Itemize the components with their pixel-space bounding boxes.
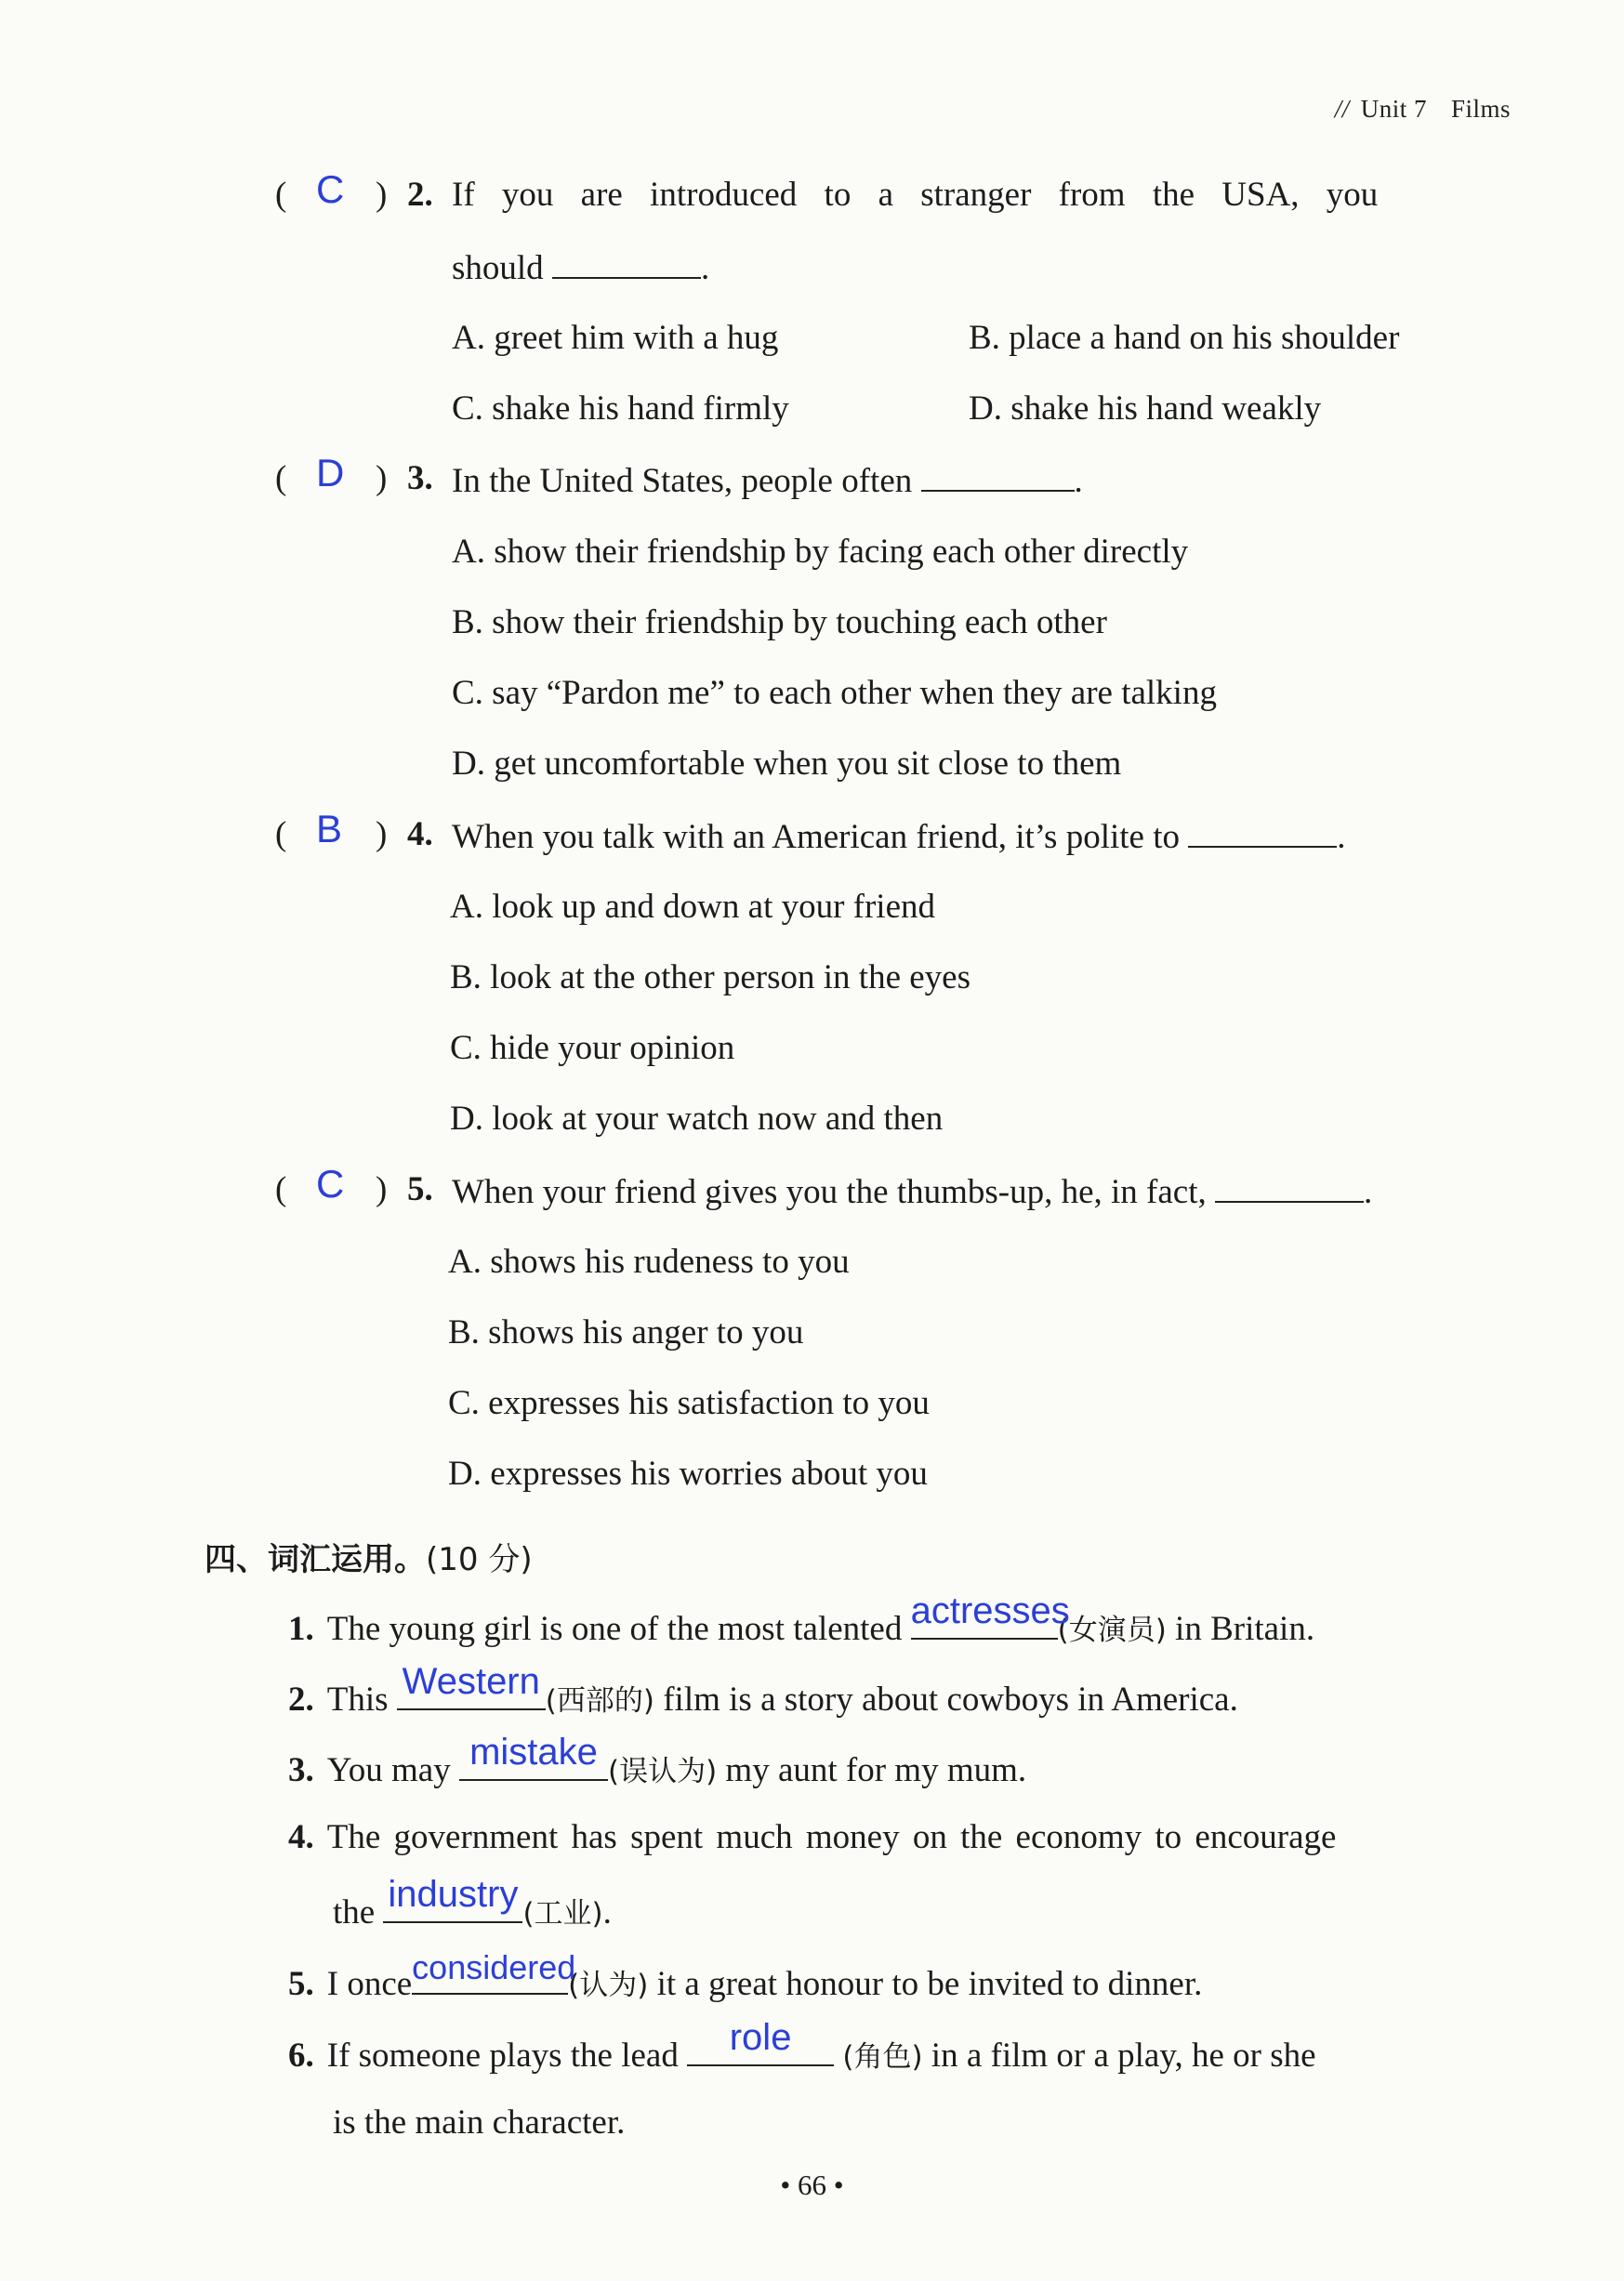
question-stem-line2: should . <box>452 249 710 287</box>
chinese-hint: (认为) <box>568 1969 649 2002</box>
answer-blank <box>921 460 1075 492</box>
answer-blank <box>1215 1171 1364 1203</box>
page-number: • 66 • <box>780 2169 844 2201</box>
option-d: D. look at your watch now and then <box>450 1100 944 1138</box>
vocab-item-5: 5. I once considered (认为) it a great honour to be invited to dinner. <box>288 1948 1203 2003</box>
filled-answer: actresses <box>910 1590 1070 1631</box>
filled-answer: mistake <box>469 1732 598 1773</box>
section-title: 四、词汇运用。(10 分) <box>205 1541 533 1578</box>
chinese-hint: (角色) <box>842 2040 923 2074</box>
answer-blank <box>1188 816 1337 848</box>
fill-blank <box>397 1661 546 1710</box>
filled-answer: considered <box>412 1948 576 1986</box>
vocab-item-1: 1. The young girl is one of the most talented actresses (女演员) in Britain. <box>288 1590 1315 1648</box>
chinese-hint: (误认为) <box>607 1755 718 1788</box>
filled-answer: Western <box>402 1661 540 1702</box>
fill-blank <box>459 1732 608 1781</box>
question-stem: In the United States, people often . <box>452 462 1083 500</box>
section-points: (10 分) <box>426 1541 533 1578</box>
option-c: C. hide your opinion <box>450 1029 735 1067</box>
question-number: 4. <box>407 815 433 853</box>
answer-letter: C <box>316 1162 345 1206</box>
question-number: 3. <box>407 459 433 497</box>
filled-answer: industry <box>388 1874 519 1915</box>
vocab-item-2: 2. This Western (西部的) film is a story about cowboys in America. <box>288 1661 1238 1719</box>
option-c: C. shake his hand firmly <box>452 389 789 428</box>
answer-letter: D <box>316 451 345 494</box>
vocab-item-3: 3. You may mistake (误认为) my aunt for my mum. <box>288 1732 1027 1789</box>
fill-blank <box>412 1948 576 1995</box>
question-number: 2. <box>407 176 433 214</box>
option-a: A. look up and down at your friend <box>450 888 936 926</box>
answer-blank <box>552 247 701 279</box>
option-b: B. shows his anger to you <box>448 1313 804 1351</box>
option-d: D. expresses his worries about you <box>448 1455 928 1493</box>
vocab-item-6: 6. If someone plays the lead role (角色) in a film or a play, he or she <box>288 2017 1316 2075</box>
option-a: A. show their friendship by facing each other directly <box>452 533 1189 571</box>
header-title: Films <box>1450 95 1511 123</box>
running-header <box>1335 95 1511 124</box>
option-b: B. place a hand on his shoulder <box>969 319 1400 357</box>
question-stem: When your friend gives you the thumbs-up, he, in fact, . <box>452 1173 1373 1211</box>
option-d: D. shake his hand weakly <box>969 389 1322 428</box>
fill-blank <box>687 2017 834 2066</box>
option-b: B. show their friendship by touching each other <box>452 603 1107 641</box>
fill-blank <box>383 1874 522 1923</box>
fill-blank <box>910 1590 1070 1640</box>
chinese-hint: (工业) <box>522 1897 603 1931</box>
answer-letter: B <box>316 807 343 850</box>
question-number: 5. <box>407 1170 433 1208</box>
option-c: C. expresses his satisfaction to you <box>448 1384 930 1422</box>
chinese-hint: (西部的) <box>545 1684 654 1718</box>
header-separator: // <box>1334 95 1350 123</box>
option-d: D. get uncomfortable when you sit close to them <box>452 745 1122 783</box>
vocab-item-6-line2: is the main character. <box>333 2103 626 2142</box>
filled-answer: role <box>729 2017 792 2058</box>
vocab-item-4-line2: the industry (工业). <box>333 1874 612 1932</box>
question-stem: When you talk with an American friend, it’s polite to . <box>452 818 1346 856</box>
option-a: A. greet him with a hug <box>452 319 779 357</box>
header-unit: Unit 7 <box>1360 95 1427 123</box>
answer-letter: C <box>316 167 345 211</box>
chinese-hint: (女演员) <box>1057 1614 1167 1647</box>
option-b: B. look at the other person in the eyes <box>450 958 971 996</box>
option-a: A. shows his rudeness to you <box>448 1243 850 1281</box>
question-stem: If you are introduced to a stranger from the USA, you <box>452 176 1379 214</box>
option-c: C. say “Pardon me” to each other when they are talking <box>452 674 1217 712</box>
vocab-item-4: 4. The government has spent much money on the economy to encourage <box>288 1818 1337 1856</box>
worksheet-page: // Unit 7 Films ( C ) 2. If you are introduced to a stranger from the USA, you should . A. greet him with a hug B. place a hand on his shoulder C. shake his hand firmly D. shake his hand weakly ( D ) 3. In the United States, people often . A. show their friendship by facing each other directly B. show their friendship by touching each other C. say “Pardon me” to each other when they are talking D. get uncomfortable when you sit close to them ( B ) 4. When you talk with an American friend, it’s polite to . A. look up and down at your friend B. look at the other person in the eyes C. hide your opinion D. look at your watch now and then ( C ) 5. When your friend gives you the thumbs-up, he, in fact, . A. shows his rudeness to you B. shows his anger to you C. expresses his satisfaction to you D. expresses his worries about you 四、词汇运用。(10 分) 1. The young girl is one of the most talented actresses (女演员) in Britain. 2. This Western (西部的) film is a story about cowboys in America. 3. You may mistake (误认为) my aunt for my mum. 4. The government has spent much money on the economy to encourage the industry (工业). 5. I once considered (认为) it a great honour to be invited to dinner. 6. If someone plays the lead role (角色) in a film or a play, he or she is the main character. • 66 • <box>0 0 1624 2281</box>
